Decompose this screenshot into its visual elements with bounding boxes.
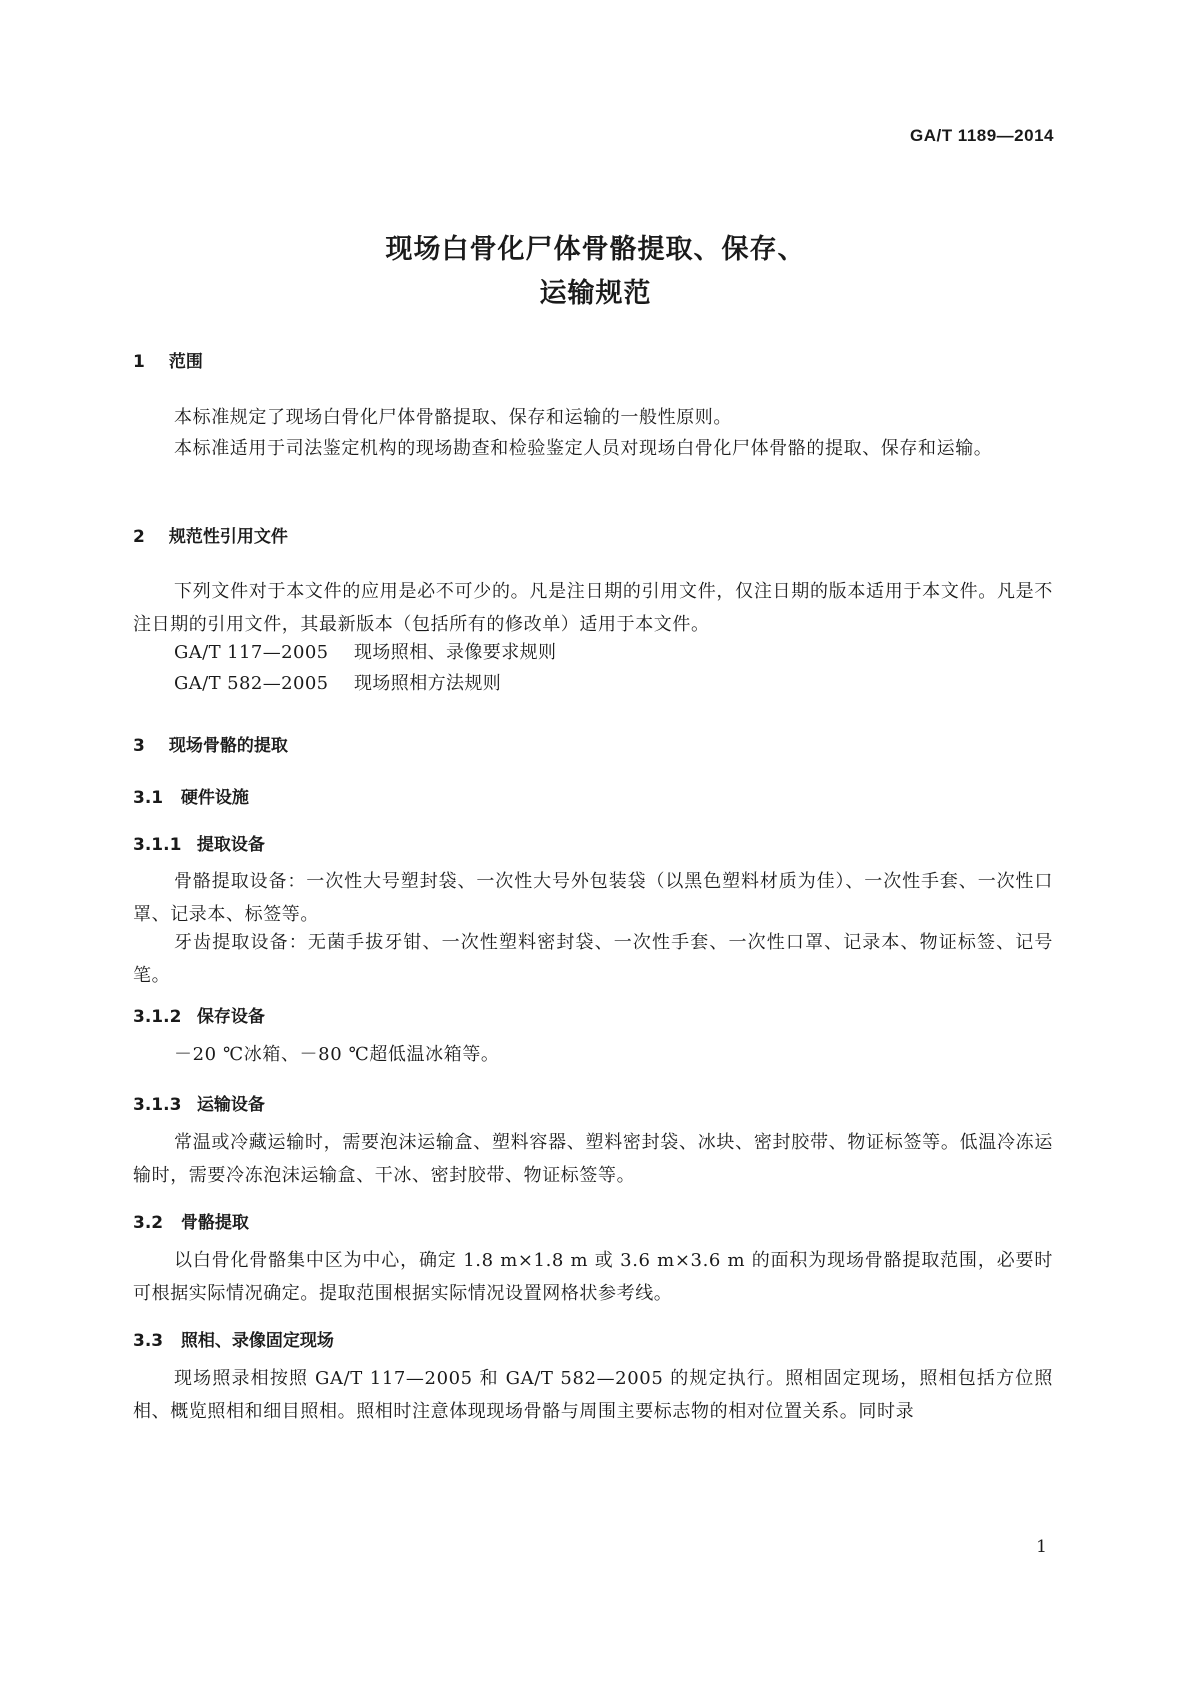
section-number: 2 [133,527,145,547]
section-number: 3 [133,736,145,756]
section-1-heading [133,347,203,372]
reference-item [174,667,501,700]
title-line-2: 运输规范 [539,278,652,309]
reference-code: GA/T 582—2005 [174,673,329,694]
document-title [0,228,1191,316]
section-number: 3.3 [133,1331,164,1351]
reference-name: 现场照相、录像要求规则 [354,642,557,663]
section-3-1-1-paragraph-1: 骨骼提取设备：一次性大号塑封袋、一次性大号外包装袋（以黑色塑料材质为佳）、一次性手套、一次性口罩、记录本、标签等。 [133,871,1053,925]
page-number: 1 [1036,1537,1047,1557]
section-3-3-paragraph-1: 现场照录相按照 GA/T 117—2005 和 GA/T 582—2005 的规定执行。照相固定现场，照相包括方位照相、概览照相和细目照相。照相时注意体现现场骨骼与周围主要标志物的相对位置关系。同时录 [133,1368,1053,1422]
reference-item [174,636,556,669]
section-3-1-heading [133,783,249,808]
section-3-1-2-heading [133,1002,265,1027]
section-number: 3.2 [133,1213,164,1233]
section-1-paragraph-1: 本标准规定了现场白骨化尸体骨骼提取、保存和运输的一般性原则。 [174,407,732,428]
section-1-paragraph-2: 本标准适用于司法鉴定机构的现场勘查和检验鉴定人员对现场白骨化尸体骨骼的提取、保存和运输。 [174,438,993,459]
section-number: 3.1.2 [133,1007,182,1027]
section-title: 骨骼提取 [180,1213,249,1233]
section-3-1-3-heading [133,1090,265,1115]
section-3-2-paragraph-1: 以白骨化骨骼集中区为中心，确定 1.8 m×1.8 m 或 3.6 m×3.6 m 的面积为现场骨骼提取范围，必要时可根据实际情况确定。提取范围根据实际情况设置网格状参考线。 [133,1250,1053,1304]
section-number: 3.1.3 [133,1095,182,1115]
section-title: 规范性引用文件 [168,527,288,547]
section-3-2-heading [133,1208,249,1233]
section-3-3-heading [133,1326,334,1351]
section-3-1-1-heading [133,830,265,855]
reference-name: 现场照相方法规则 [354,673,502,694]
section-number: 3.1 [133,788,164,808]
reference-code: GA/T 117—2005 [174,642,329,663]
section-3-heading [133,731,288,756]
section-number: 1 [133,352,145,372]
section-title: 运输设备 [196,1095,265,1115]
section-3-1-3-paragraph-1: 常温或冷藏运输时，需要泡沫运输盒、塑料容器、塑料密封袋、冰块、密封胶带、物证标签等。低温冷冻运输时，需要冷冻泡沫运输盒、干冰、密封胶带、物证标签等。 [133,1132,1053,1186]
section-number: 3.1.1 [133,835,182,855]
section-title: 提取设备 [196,835,265,855]
section-2-heading [133,522,288,547]
section-title: 保存设备 [196,1007,265,1027]
section-3-1-1-paragraph-2: 牙齿提取设备：无菌手拔牙钳、一次性塑料密封袋、一次性手套、一次性口罩、记录本、物证标签、记号笔。 [133,932,1053,986]
section-title: 照相、录像固定现场 [180,1331,334,1351]
section-title: 现场骨骼的提取 [168,736,288,756]
section-2-paragraph-1: 下列文件对于本文件的应用是必不可少的。凡是注日期的引用文件，仅注日期的版本适用于本文件。凡是不注日期的引用文件，其最新版本（包括所有的修改单）适用于本文件。 [133,581,1053,635]
title-line-1: 现场白骨化尸体骨骼提取、保存、 [385,234,806,265]
section-title: 硬件设施 [180,788,249,808]
section-title: 范围 [168,352,203,372]
standard-number: GA/T 1189—2014 [909,126,1054,145]
section-3-1-2-paragraph-1: －20 ℃冰箱、－80 ℃超低温冰箱等。 [174,1044,500,1065]
